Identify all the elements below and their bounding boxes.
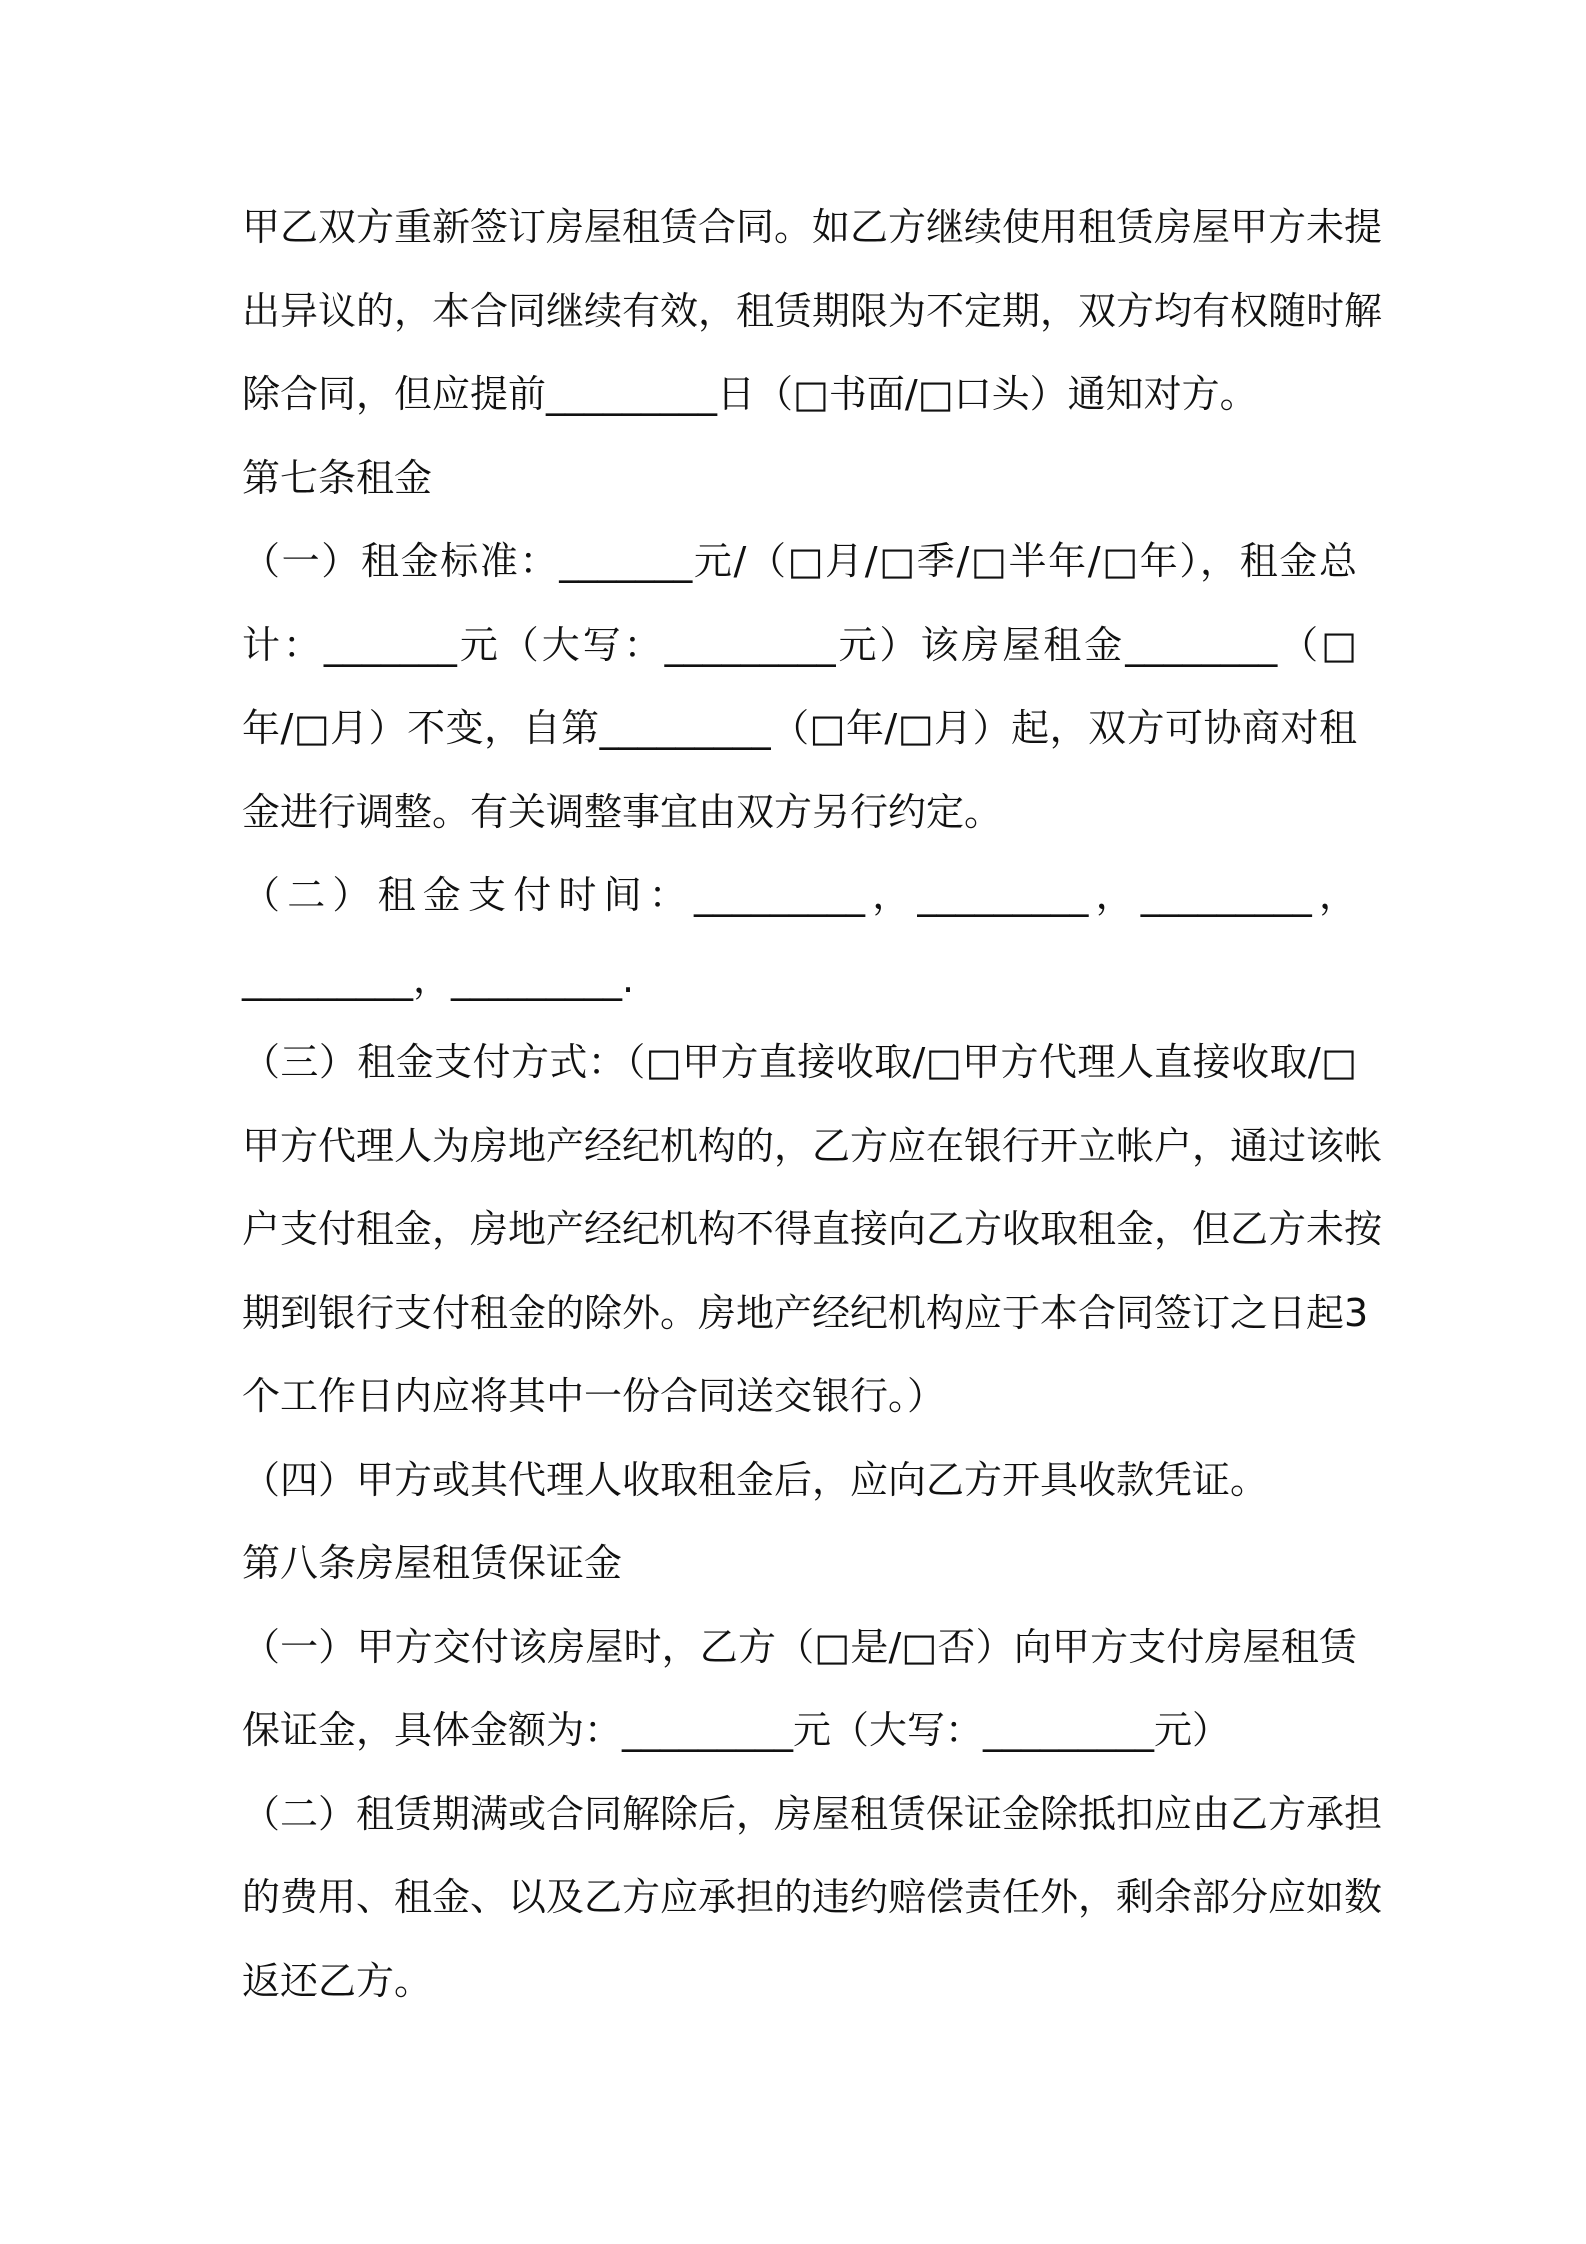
text-line: 金进行调整。有关调整事宜由双方另行约定。	[242, 789, 1003, 834]
text-line: （二）租金支付时间：_________，_________，_________，	[242, 873, 1357, 917]
contract-text	[242, 186, 1383, 2023]
section-heading: 第八条房屋租赁保证金	[242, 1541, 623, 1585]
text-line: 个工作日内应将其中一份合同送交银行。）	[242, 1374, 946, 1418]
text-line: 返还乙方。	[242, 1958, 433, 2003]
text-line: （一）租金标准：_______元/（□月/□季/□半年/□年），租金总	[242, 539, 1357, 583]
text-line: （四）甲方或其代理人收取租金后，应向乙方开具收款凭证。	[242, 1457, 1269, 1502]
text-line: 的费用、租金、以及乙方应承担的违约赔偿责任外，剩余部分应如数	[242, 1875, 1383, 1919]
text-line: _________，_________.	[242, 956, 635, 1001]
text-line: 甲乙双方重新签订房屋租赁合同。如乙方继续使用租赁房屋甲方未提	[242, 205, 1383, 249]
text-line: 除合同，但应提前_________日（□书面/□口头）通知对方。	[242, 372, 1258, 416]
text-line: （二）租赁期满或合同解除后，房屋租赁保证金除抵扣应由乙方承担	[242, 1791, 1383, 1836]
text-line: （一）甲方交付该房屋时，乙方（□是/□否）向甲方支付房屋租赁	[242, 1624, 1357, 1669]
text-line: 户支付租金，房地产经纪机构不得直接向乙方收取租金，但乙方未按	[242, 1207, 1383, 1251]
text-line: （三）租金支付方式：（□甲方直接收取/□甲方代理人直接收取/□	[242, 1040, 1357, 1084]
text-line: 计：_______元（大写：_________元）该房屋租金________（□	[242, 622, 1357, 667]
text-line: 期到银行支付租金的除外。房地产经纪机构应于本合同签订之日起3	[242, 1290, 1369, 1335]
text-line: 年/□月）不变，自第_________（□年/□月）起，双方可协商对租	[242, 706, 1357, 750]
section-heading: 第七条租金	[242, 455, 433, 500]
text-line: 出异议的，本合同继续有效，租赁期限为不定期，双方均有权随时解	[242, 288, 1383, 333]
text-line: 保证金，具体金额为：_________元（大写：_________元）	[242, 1708, 1231, 1752]
text-line: 甲方代理人为房地产经纪机构的，乙方应在银行开立帐户，通过该帐	[242, 1123, 1383, 1168]
